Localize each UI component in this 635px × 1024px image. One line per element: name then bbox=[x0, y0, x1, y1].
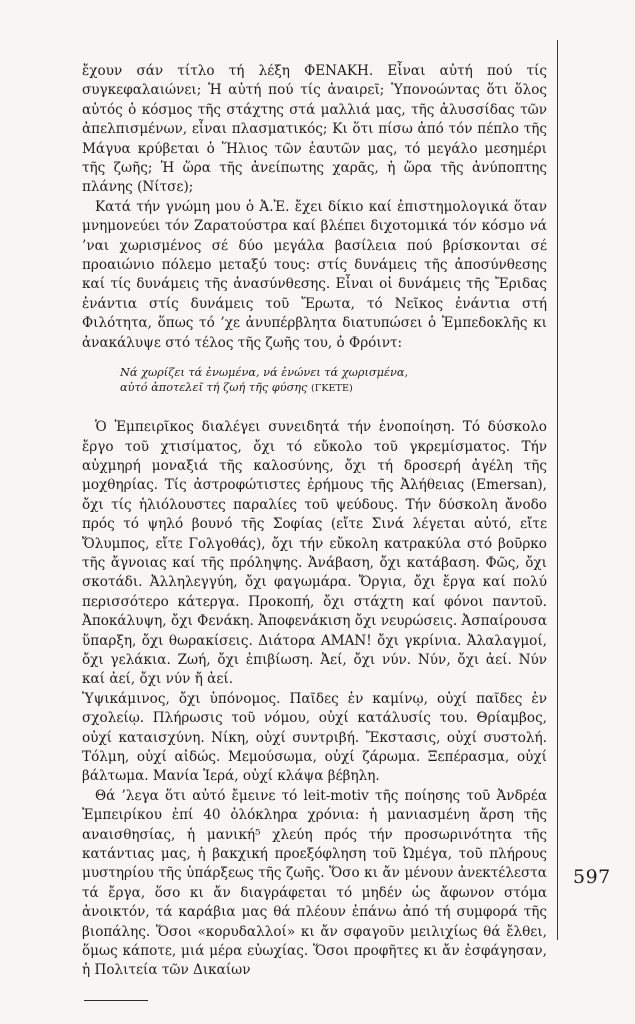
quote-line-2: αὐτό ἀποτελεῖ τή ζωή τῆς φύσης bbox=[120, 381, 308, 395]
goethe-quote bbox=[120, 365, 547, 396]
quote-source: (ΓΚΕΤΕ) bbox=[310, 383, 353, 395]
paragraph-5: Θά ’λεγα ὅτι αὐτό ἔμεινε τό leit-motiv τῆς ποίησης τοῦ Ἀνδρέα Ἐμπειρίκου ἐπί 40 ὁλόκληρα χρόνια: ἡ μανιασμένη ἄρση τῆς αναισθησίας, ἡ μανική⁵ χλεύη πρός τήν προσωρινότητα τῆς κατάντιας μας, ἡ βακχική προεξόφληση τοῦ Ὠμέγα, τοῦ πλήρους μυστηρίου τῆς ὑπάρξεως τῆς ζωῆς. Ὅσο κι ἄν μένουν ἀνεκτέλεστα τά ἔργα, ὅσο κι ἄν διαγράφεται τό μηδέν ὡς ἄφωνον στόμα ἀνοικτόν, τά καράβια μας θά πλέουν ἐπάνω ἀπό τή συμφορά τῆς βιοπάλης. Ὅσοι «κορυδαλλοί» κι ἄν σφαγοῦν μειλιχίως θά ἔλθει, ὅμως κάποτε, μιά μέρα εὐωχίας. Ὅσοι προφῆτες κι ἄν ἐσφάγησαν, ἡ Πολιτεία τῶν Δικαίων bbox=[82, 787, 547, 979]
paragraph-3: Ὁ Ἐμπειρῖκος διαλέγει συνειδητά τήν ἑνοποίηση. Τό δύσκολο ἔργο τοῦ χτισίματος, ὄχι τό εὔκολο τοῦ γκρεμίσματος. Τήν αὐχμηρή μοναξιά τῆς καλοσύνης, ὄχι τή δροσερή ἀγέλη τῆς μοχθηρίας. Τίς ἀστροφώτιστες ἐρήμους τῆς Ἀλήθειας (Emersan), ὄχι τίς ἡλιόλουστες παραλίες τοῦ ψεύδους. Τήν δύσκολη ἄνοδο πρός τό ψηλό βουνό τῆς Σοφίας (εἴτε Σινά λέγεται αὐτό, εἴτε Ὄλυμπος, εἴτε Γολγοθάς), ὄχι τήν εὔκολη κατρακύλα στό βοῦρκο τῆς ἄγνοιας καί τῆς πρόληψης. Ἀνάβαση, ὄχι κατάβαση. Φῶς, ὄχι σκοτάδι. Ἀλληλεγγύη, ὄχι φαγωμάρα. Ὄργια, ὄχι ἔργα καί πολύ περισσότερο κάτεργα. Προκοπή, ὄχι στάχτη καί φόνοι παντοῦ. Ἀποκάλυψη, ὄχι Φενάκη. Ἀποφενάκιση ὄχι νευρώσεις. Ἀσπαίρουσα ὕπαρξη, ὄχι θωρακίσεις. Διάτορα ΑΜΑΝ! ὄχι γκρίνια. Ἀλαλαγμοί, ὄχι γελάκια. Ζωή, ὄχι ἐπιβίωση. Ἀεί, ὄχι νύν. Νύν, ὄχι ἀεί. Νύν καί ἀεί, ὄχι νύν ἤ ἀεί. bbox=[82, 419, 547, 688]
paragraph-2: Κατά τήν γνώμη μου ὁ Ἀ.Ἐ. ἔχει δίκιο καί ἐπιστημολογικά ὅταν μνημονεύει τόν Ζαρατούστρα καί βλέπει διχοτομικά τόν κόσμο νά ’ναι χωρισμένος σέ δύο μεγάλα βασίλεια πού βρίσκονται σέ προαιώνιο πόλεμο μεταξύ τους: στίς δυνάμεις τῆς ἀποσύνθεσης καί τίς δυνάμεις τῆς ἀνασύνθεσης. Εἶναι οἱ δυνάμεις τῆς Ἔριδας ἐνάντια στίς δυνάμεις τοῦ Ἔρωτα, τό Νεῖκος ἐνάντια στή Φιλότητα, ὅπως τό ’χε ἀνυπέρβλητα διατυπώσει ὁ Ἐμπεδοκλῆς κι ἀνακάλυψε στό τέλος τῆς ζωῆς του, ὁ Φρόιντ: bbox=[82, 198, 547, 351]
page-number: 597 bbox=[573, 866, 611, 888]
quote-line-1: Νά χωρίζει τά ἑνωμένα, νά ἑνώνει τά χωρισμένα, bbox=[120, 366, 409, 380]
footnote-rule bbox=[84, 1000, 148, 1001]
margin-rule bbox=[557, 40, 558, 940]
paragraph-4: Ὑψικάμινος, ὄχι ὑπόνομος. Παῖδες ἐν καμίνῳ, οὐχί παῖδες ἐν σχολείῳ. Πλήρωσις τοῦ νόμου, οὐχί κατάλυσίς του. Θρίαμβος, οὐχί καταισχύνη. Νίκη, οὐχί συντριβή. Ἔκστασις, οὐχί συστολή. Τόλμη, οὐχί αἰδώς. Μεμούσωμα, οὐχί ζάρωμα. Ξεπέρασμα, οὐχί βάλτωμα. Μανία Ἱερά, οὐχί κλάψα βέβηλη. bbox=[82, 690, 547, 785]
body-text bbox=[82, 62, 547, 981]
paragraph-1: ἔχουν σάν τίτλο τή λέξη ΦΕΝΑΚΗ. Εἶναι αὐτή πού τίς συγκεφαλαιώνει; Ἡ αὐτή πού τίς ἀναιρεῖ; Ὑπονοώντας ὅτι ὅλος αὐτός ὁ κόσμος τῆς στάχτης στά μαλλιά μας, τῆς ἀλυσσίδας τῶν ἀπελπισμένων, εἶναι πλασματικός; Κι ὅτι πίσω ἀπό τόν πέπλο τῆς Μάγυα κρύβεται ὁ Ἥλιος τῶν ἑαυτῶν μας, τό μεγάλο μεσημέρι τῆς ζωῆς; Ἡ ὥρα τῆς ἀνείπωτης χαρᾶς, ἡ ὥρα τῆς ἀνύποπτης πλάνης (Νίτσε); bbox=[82, 63, 547, 196]
